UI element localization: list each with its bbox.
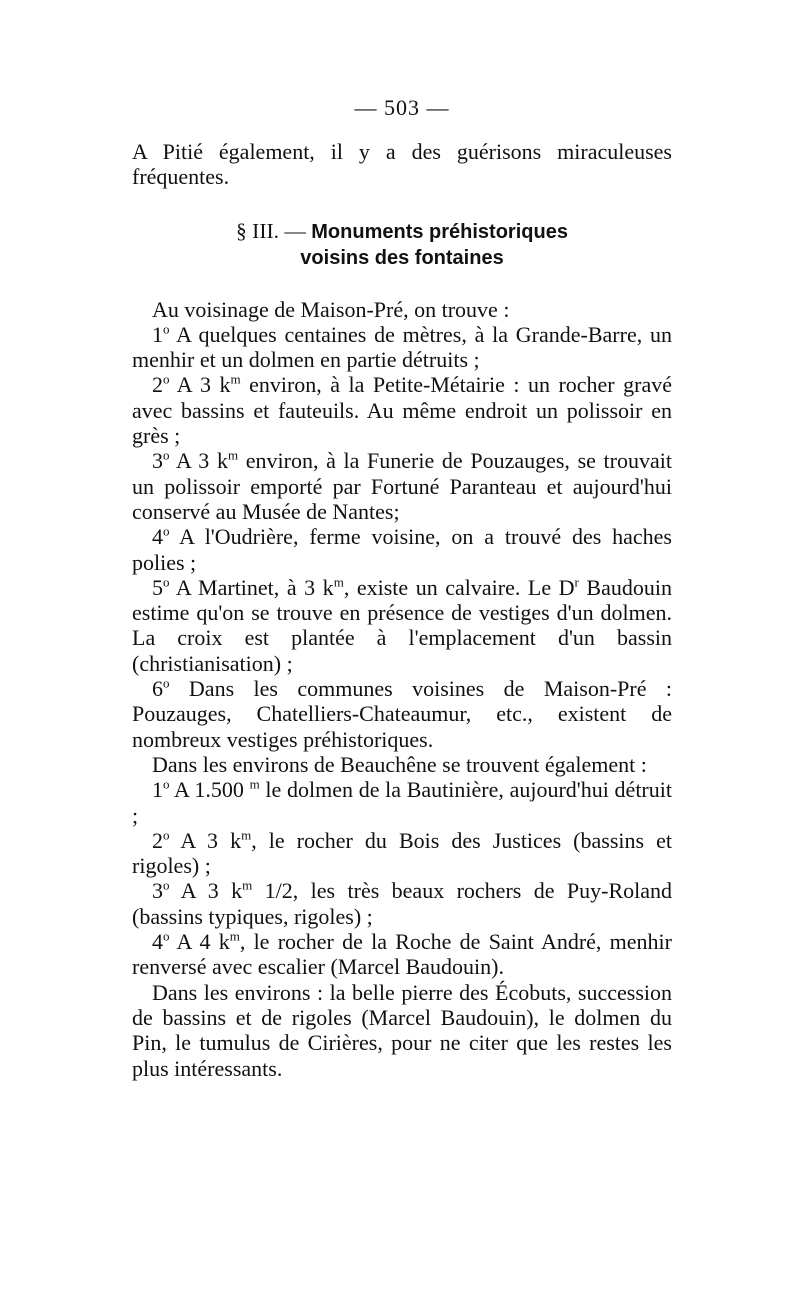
item-prefix: A Martinet, à 3 k — [175, 574, 334, 600]
item-number: 3 — [152, 448, 163, 474]
ordinal-mark: o — [163, 675, 170, 691]
ordinal-mark: o — [163, 878, 170, 894]
list-item — [132, 929, 672, 980]
ordinal-mark: o — [163, 574, 170, 590]
list-item — [132, 575, 672, 676]
intro-paragraph: A Pitié également, il y a des guérisons miraculeuses fréquentes. — [132, 139, 672, 190]
item-text: A quelques centaines de mètres, à la Grande-Barre, un menhir et un dolmen en partie détruits ; — [132, 321, 672, 373]
section-title-line-2: voisins des fontaines — [300, 246, 504, 269]
item-text: 1/2, les très beaux rochers de Puy-Roland (bassins typiques, rigoles) ; — [132, 878, 672, 929]
title-superscript: r — [574, 574, 579, 590]
ordinal-mark: o — [163, 321, 170, 337]
section-heading-line-1 — [132, 218, 672, 245]
unit-superscript: m — [229, 928, 240, 944]
item-number: 4 — [152, 524, 163, 550]
section-heading — [132, 218, 672, 271]
section-dash: — — [284, 218, 306, 243]
list-item — [132, 878, 672, 929]
list-item — [132, 448, 672, 524]
item-text: le dolmen de la Bautinière, aujourd'hui détruit ; — [132, 777, 672, 828]
item-text: Baudouin estime qu'on se trouve en présence de vestiges d'un dolmen. La croix est plantée à l'emplacement d'un bassin (christianisation) ; — [132, 574, 672, 676]
item-prefix: A 3 k — [175, 448, 228, 474]
book-page — [132, 95, 672, 1081]
item-text: , le rocher de la Roche de Saint André, menhir renversé avec escalier (Marcel Baudouin). — [132, 929, 672, 980]
unit-superscript: m — [241, 827, 252, 843]
beauchene-intro: Dans les environs de Beauchêne se trouvent également : — [152, 751, 647, 777]
list-item — [132, 828, 672, 879]
item-prefix: A 3 k — [180, 827, 242, 853]
item-text-part: , existe un calvaire. Le D — [343, 574, 575, 600]
item-number: 1 — [152, 321, 163, 347]
ordinal-mark: o — [163, 448, 170, 464]
item-number: 2 — [152, 372, 163, 398]
closing-paragraph: Dans les environs : la belle pierre des Écobuts, succession de bassins et de rigoles (Marcel Baudouin), le dolmen du Pin, le tumulus de Cirières, pour ne citer que les restes les plus intéressants. — [132, 979, 672, 1081]
list-item — [132, 322, 672, 373]
item-number: 5 — [152, 574, 163, 600]
item-number: 4 — [152, 929, 163, 955]
unit-superscript: m — [333, 574, 344, 590]
ordinal-mark: o — [163, 776, 170, 792]
item-number: 1 — [152, 777, 163, 803]
item-prefix: A 1.500 — [174, 777, 250, 803]
list-item — [132, 372, 672, 448]
item-text: A l'Oudrière, ferme voisine, on a trouvé des haches polies ; — [132, 524, 672, 575]
unit-superscript: m — [227, 448, 239, 464]
ordinal-mark: o — [163, 523, 170, 539]
item-number: 2 — [152, 827, 163, 853]
section-title-line-1: Monuments préhistoriques — [311, 220, 568, 243]
item-text: Dans les communes voisines de Maison-Pré : Pouzauges, Chatelliers-Chateaumur, etc., existent de nombreux vestiges préhistoriques. — [132, 676, 673, 752]
item-text: environ, à la Petite-Métairie : un rocher gravé avec bassins et fauteuils. Au même endroit un polissoir en grès ; — [132, 372, 672, 449]
list-item — [132, 524, 672, 575]
item-number: 6 — [152, 676, 163, 702]
section-sign: § III. — [236, 218, 280, 243]
list-item — [132, 676, 672, 752]
item-number: 3 — [152, 878, 163, 904]
page-number: — 503 — — [354, 95, 450, 120]
unit-superscript: m — [249, 776, 260, 792]
item-prefix: A 4 k — [176, 929, 230, 955]
ordinal-mark: o — [163, 827, 170, 843]
unit-superscript: m — [230, 372, 241, 388]
item-text: environ, à la Funerie de Pouzauges, se trouvait un polissoir emporté par Fortuné Paranteau et aujourd'hui conservé au Musée de Nantes; — [132, 448, 672, 524]
item-text: , le rocher du Bois des Justices (bassins et rigoles) ; — [132, 827, 672, 879]
item-prefix: A 3 k — [176, 372, 231, 398]
ordinal-mark: o — [163, 928, 170, 944]
item-prefix: A 3 k — [180, 878, 243, 904]
maison-pre-intro: Au voisinage de Maison-Pré, on trouve : — [152, 296, 510, 322]
ordinal-mark: o — [163, 372, 170, 388]
unit-superscript: m — [242, 878, 253, 894]
list-item — [132, 777, 672, 828]
